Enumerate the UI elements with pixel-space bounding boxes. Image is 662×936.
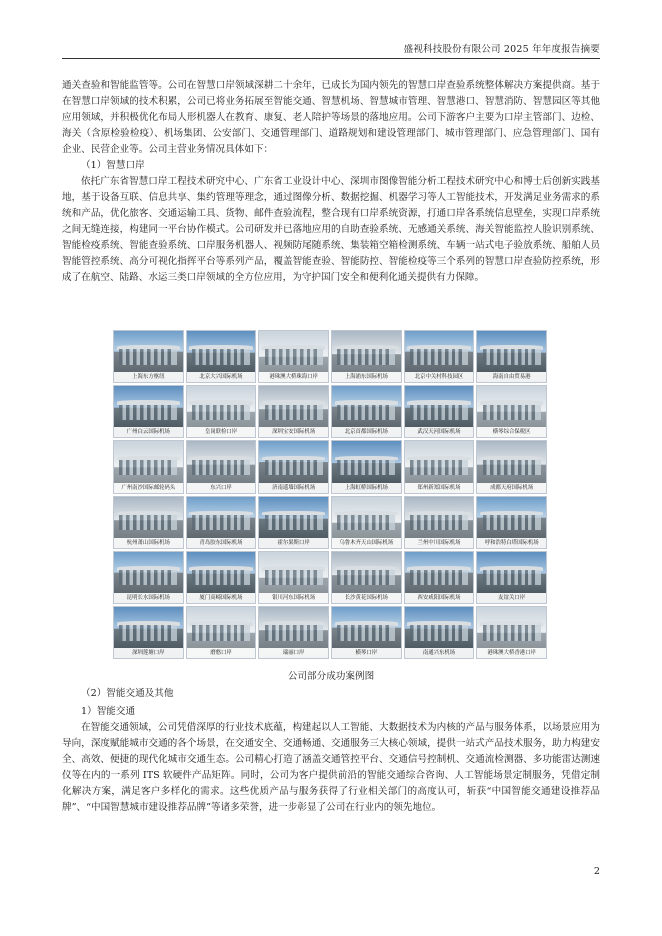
case-photo bbox=[186, 606, 257, 659]
intro-paragraph: 通关查验和智能监管等。公司在智慧口岸领域深耕二十余年，已成长为国内领先的智慧口岸查验系统整体解决方案提供商。基于在智慧口岸领域的技术积累，公司已将业务拓展至智能交通、智慧机场、智慧城市管理、智慧港口、智慧消防、智慧园区等其他应用领域，并积极优化布局人形机器人在教育、康复、老人陪护等场景的落地应用。公司下游客户主要为口岸主管部门、边检、海关（含原检验检疫）、机场集团、公安部门、交通管理部门、道路规划和建设管理部门、城市管理部门、应急管理部门、国有企业、民营企业等。公司主营业务情况具体如下： bbox=[62, 80, 600, 155]
case-photo-caption: 广州南沙国际邮轮码头 bbox=[114, 483, 183, 493]
case-photo bbox=[258, 496, 329, 549]
case-photo bbox=[113, 330, 184, 383]
case-photo-caption: 北京首都国际机场 bbox=[332, 427, 401, 437]
case-photo-caption: 东兴口岸 bbox=[187, 483, 256, 493]
case-photo-caption: 昆明长水国际机场 bbox=[114, 593, 183, 603]
case-photo-caption: 瑞丽口岸 bbox=[259, 648, 328, 658]
case-photo-caption: 友谊关口岸 bbox=[477, 593, 546, 603]
case-photo-caption: 济南遥墙国际机场 bbox=[259, 483, 328, 493]
case-photo bbox=[331, 606, 402, 659]
case-photo bbox=[186, 330, 257, 383]
case-photo-caption: 长沙黄花国际机场 bbox=[332, 593, 401, 603]
case-photo-caption: 北京中关村科技园区 bbox=[405, 372, 474, 382]
case-photo-caption: 成都天府国际机场 bbox=[477, 483, 546, 493]
case-photo-caption: 银川河东国际机场 bbox=[259, 593, 328, 603]
case-photo bbox=[258, 551, 329, 604]
case-photo bbox=[476, 440, 547, 493]
case-photo-grid bbox=[113, 330, 547, 659]
case-photo bbox=[186, 385, 257, 438]
case-photo-caption: 厦门高崎国际机场 bbox=[187, 593, 256, 603]
case-photo bbox=[113, 606, 184, 659]
case-photo bbox=[113, 551, 184, 604]
case-photo bbox=[404, 496, 475, 549]
case-photo bbox=[331, 551, 402, 604]
case-photo bbox=[404, 330, 475, 383]
section-heading-smart-port: （1）智慧口岸 bbox=[81, 160, 145, 171]
case-photo-caption: 乌鲁木齐天山国际机场 bbox=[332, 538, 401, 548]
case-photo-caption: 上海东方枢纽 bbox=[114, 372, 183, 382]
section-heading-smart-traffic: （2）智能交通及其他 bbox=[81, 688, 174, 699]
smart-traffic-paragraph: 在智能交通领域，公司凭借深厚的行业技术底蕴，构建起以人工智能、大数据技术为内核的产品与服务体系，以场景应用为导向，深度赋能城市交通的各个场景，在交通安全、交通畅通、交通服务三大核心领域，提供一站式产品技术服务，助力构建安全、高效、便捷的现代化城市交通生态。公司精心打造了涵盖交通管控平台、交通信号控制机、交通流检测器、多功能雷达测速仪等在内的一系列 ITS 软硬件产品矩阵。同时，公司为客户提供前沿的智能交通综合咨询、人工智能场景定制服务，凭借定制化解决方案，满足客户多样化的需求。这些优质产品与服务获得了行业相关部门的高度认可，斩获“中国智能交通建设推荐品牌”、“中国智慧城市建设推荐品牌”等诸多荣誉，进一步彰显了公司在行业内的领先地位。 bbox=[62, 722, 600, 813]
case-photo-caption: 海南自由贸易港 bbox=[477, 372, 546, 382]
case-photo bbox=[113, 496, 184, 549]
case-photo bbox=[404, 551, 475, 604]
subsection-heading-traffic: 1）智能交通 bbox=[81, 706, 136, 717]
case-photo bbox=[404, 606, 475, 659]
case-photo-caption: 西安咸阳国际机场 bbox=[405, 593, 474, 603]
case-photo-caption: 广州白云国际机场 bbox=[114, 427, 183, 437]
page-number: 2 bbox=[593, 866, 600, 877]
case-photo-caption: 皇岗联检口岸 bbox=[187, 427, 256, 437]
case-photo bbox=[258, 385, 329, 438]
case-photo bbox=[331, 330, 402, 383]
case-photo bbox=[258, 330, 329, 383]
page-header: 盛视科技股份有限公司 2025 年年度报告摘要 bbox=[62, 44, 600, 59]
case-photo bbox=[404, 385, 475, 438]
case-photo-caption: 霍尔果斯口岸 bbox=[259, 538, 328, 548]
case-photo-caption: 青岛胶东国际机场 bbox=[187, 538, 256, 548]
figure-caption: 公司部分成功案例图 bbox=[287, 671, 375, 682]
case-photo bbox=[113, 385, 184, 438]
case-photo-caption: 横琴综合保税区 bbox=[477, 427, 546, 437]
case-photo-caption: 磨憨口岸 bbox=[187, 648, 256, 658]
case-photo-caption: 南通兴东机场 bbox=[405, 648, 474, 658]
case-photo-caption: 呼和浩特白塔国际机场 bbox=[477, 538, 546, 548]
case-photo bbox=[186, 496, 257, 549]
case-photo bbox=[331, 440, 402, 493]
case-photo bbox=[476, 385, 547, 438]
case-photo bbox=[331, 496, 402, 549]
case-photo-caption: 杭州萧山国际机场 bbox=[114, 538, 183, 548]
case-photo-caption: 北京大兴国际机场 bbox=[187, 372, 256, 382]
case-photo-caption: 郑州新郑国际机场 bbox=[405, 483, 474, 493]
case-photo-caption: 上海浦东国际机场 bbox=[332, 372, 401, 382]
case-photo bbox=[258, 606, 329, 659]
case-photo bbox=[404, 440, 475, 493]
smart-port-paragraph: 依托广东省智慧口岸工程技术研究中心、广东省工业设计中心、深圳市图像智能分析工程技术研究中心和博士后创新实践基地，基于设备互联、信息共享、集约管理等理念，通过图像分析、数据挖掘、机器学习等人工智能技术，开发满足业务需求的系统和产品，优化旅客、交通运输工具、货物、邮件查验流程，整合现有口岸系统资源，打通口岸各系统信息壁垒，实现口岸系统之间无缝连接，构建同一平台协作模式。公司研发并已落地应用的自助查验系统、无感通关系统、海关智能监控人脸识别系统、智能检疫系统、智能查验系统、口岸服务机器人、视频防尾随系统、集装箱空箱检测系统、车辆一站式电子验放系统、船舶人员智能管控系统、高分可视化指挥平台等系列产品，覆盖智能查验、智能防控、智能检疫等三个系列的智慧口岸查验防控系统，形成了在航空、陆路、水运三类口岸领域的全方位应用，为守护国门安全和便利化通关提供有力保障。 bbox=[62, 176, 600, 283]
case-photo-caption: 横琴口岸 bbox=[332, 648, 401, 658]
case-photo bbox=[476, 496, 547, 549]
case-photo-caption: 深圳宝安国际机场 bbox=[259, 427, 328, 437]
case-photo bbox=[186, 440, 257, 493]
case-photo-caption: 兰州中川国际机场 bbox=[405, 538, 474, 548]
case-photo-caption: 港珠澳大桥香港口岸 bbox=[477, 648, 546, 658]
case-photo-caption: 港珠澳大桥珠海口岸 bbox=[259, 372, 328, 382]
case-photo bbox=[476, 606, 547, 659]
case-photo-caption: 武汉天河国际机场 bbox=[405, 427, 474, 437]
case-photo-caption: 深圳莲塘口岸 bbox=[114, 648, 183, 658]
case-photo bbox=[113, 440, 184, 493]
case-photo bbox=[186, 551, 257, 604]
case-photo bbox=[476, 551, 547, 604]
case-photo bbox=[331, 385, 402, 438]
case-photo-caption: 上海虹桥国际机场 bbox=[332, 483, 401, 493]
case-photo bbox=[476, 330, 547, 383]
case-photo bbox=[258, 440, 329, 493]
